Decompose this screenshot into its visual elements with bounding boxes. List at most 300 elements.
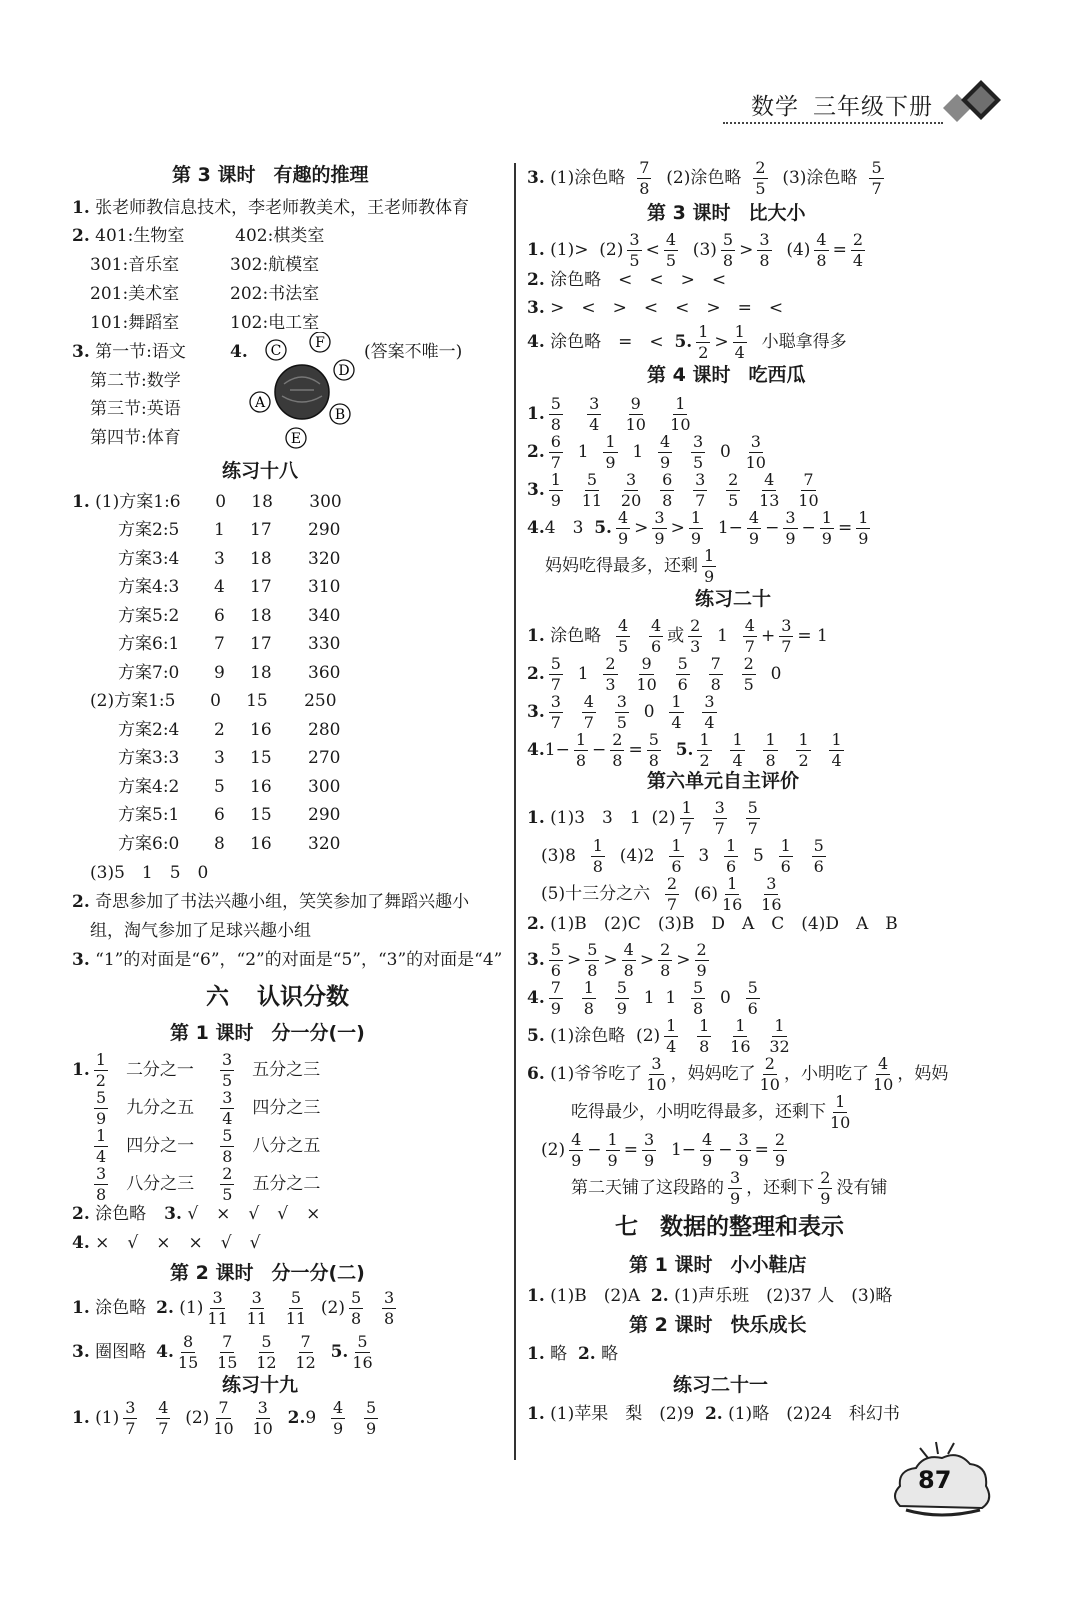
denominator: 9 xyxy=(96,1109,107,1128)
plan-cell: 18 xyxy=(250,606,272,626)
denominator: 8 xyxy=(96,1185,107,1204)
answer-text: 第四节:体育 xyxy=(90,428,181,448)
fraction xyxy=(252,1400,272,1437)
fraction-row: 6. (1)爷爷吃了 $\frac{3}{10}$ ，妈妈吃了 $\frac{2}{10}$ ，小明吃了 $\frac{4}{10}$ ，妈妈 xyxy=(527,1054,949,1094)
answer-line: (3)5 1 5 0 xyxy=(90,863,209,883)
fraction xyxy=(207,1290,227,1327)
plan-row xyxy=(118,801,340,829)
denominator: 10 xyxy=(636,675,657,694)
numerator: 3 xyxy=(212,1288,223,1307)
plan-cell: 16 xyxy=(250,777,272,797)
fraction-row: (5)十三分之六 $\frac{2}{7}$ (6) $\frac{1}{16}$ $\frac{3}{16}$ xyxy=(541,874,782,914)
answer-line: 组，淘气参加了足球兴趣小组 xyxy=(90,921,311,941)
plan-cell: 7 xyxy=(214,634,225,654)
denominator: 7 xyxy=(583,713,594,732)
denominator: 8 xyxy=(662,491,673,510)
denominator: 11 xyxy=(246,1309,267,1328)
plan-cell: 8 xyxy=(214,834,225,854)
header-subject: 数学 xyxy=(751,94,799,120)
answer-line: 4. × √ × × √ √ xyxy=(72,1229,278,1257)
denominator: 4 xyxy=(222,1109,233,1128)
seating-circle-diagram xyxy=(240,332,364,452)
plan-cell: 290 xyxy=(308,805,341,825)
answer-text: (1)B (2)A xyxy=(550,1286,641,1306)
unit7-title xyxy=(615,1208,844,1241)
denominator: 10 xyxy=(798,491,819,510)
numerator: 7 xyxy=(803,470,814,489)
numerator: 3 xyxy=(257,1398,268,1417)
seat-letter: B xyxy=(334,407,346,423)
plan-row xyxy=(118,830,340,858)
denominator: 15 xyxy=(217,1353,238,1372)
plan-cell: 1 xyxy=(214,520,225,540)
fraction xyxy=(670,396,690,433)
title-part: 吃西瓜 xyxy=(748,364,806,386)
denominator: 7 xyxy=(158,1419,169,1438)
numerator: 2 xyxy=(222,1164,233,1183)
answer-text: (1)> xyxy=(550,240,589,260)
plan-cell: 9 xyxy=(214,663,225,683)
fraction xyxy=(702,694,716,731)
plan-row: 1. (1)方案1:6 0 18 300 xyxy=(72,488,342,516)
numerator: 5 xyxy=(677,654,688,673)
fraction-row: 吃得最少，小明吃得最多，还剩下 $\frac{1}{10}$ xyxy=(571,1092,851,1132)
denominator: 5 xyxy=(728,491,739,510)
fraction xyxy=(295,1334,315,1371)
plan-cell: 方案1:6 xyxy=(119,492,181,512)
denominator: 3 xyxy=(605,675,616,694)
answer-line: 2. (1)B (2)C (3)B D A C (4)D A B xyxy=(527,914,898,934)
section-title-happy-growth xyxy=(629,1310,806,1337)
mark: √ xyxy=(127,1233,139,1253)
answer-text: 0 xyxy=(643,702,655,722)
fraction xyxy=(123,1400,137,1437)
plan-row xyxy=(118,573,340,601)
fraction xyxy=(247,1290,267,1327)
seat-letter: D xyxy=(338,363,350,379)
title-part: 有趣的推理 xyxy=(273,164,369,186)
title-part: 认识分数 xyxy=(257,984,349,1010)
answer-text: (1)3 3 1 xyxy=(550,808,641,828)
numerator: 3 xyxy=(383,1288,395,1307)
answer-text: (1)声乐班 (2)37 人 (3)略 xyxy=(674,1286,893,1306)
plan-cell: 方案2:4 xyxy=(118,720,180,740)
answer-text: 或 xyxy=(667,626,685,646)
fraction: $\frac{2}{4}$ xyxy=(852,230,864,270)
fraction xyxy=(178,1334,198,1371)
answer-line: 4. xyxy=(230,342,248,362)
section-title-lesson3 xyxy=(172,160,368,187)
denominator: 7 xyxy=(695,491,706,510)
answer-text: 圈图略 xyxy=(95,1342,147,1362)
title-part: 六 xyxy=(206,984,229,1010)
denominator: 10 xyxy=(670,415,691,434)
numerator: 7 xyxy=(218,1398,229,1417)
fraction xyxy=(759,472,779,509)
fraction-word: 八分之五 xyxy=(252,1136,321,1156)
numerator: 5 xyxy=(357,1332,368,1351)
fraction xyxy=(615,694,629,731)
plan-cell: 0 xyxy=(215,492,227,512)
answer-line xyxy=(90,424,181,452)
fraction xyxy=(660,472,674,509)
denominator: 5 xyxy=(743,675,754,694)
plan-cell: 300 xyxy=(308,777,341,797)
fraction: $\frac{4}{5}$ xyxy=(665,230,676,270)
answer-text: 没有铺 xyxy=(836,1178,888,1198)
fraction: $\frac{1}{2}$ xyxy=(698,322,709,362)
answer-text: 4 3 xyxy=(544,518,584,538)
denominator: 8 xyxy=(350,1309,362,1328)
answer-note: (答案不唯一) xyxy=(364,342,463,362)
answer-text: 涂色略 xyxy=(550,626,602,646)
fraction-row: 1. (1) $\frac{3}{7}$ $\frac{4}{7}$ (2) $\frac{7}{10}$ $\frac{3}{10}$ 2.9 $\frac{4}{9}$ $\frac{5}{9}$ xyxy=(72,1398,377,1438)
plan-cell: 360 xyxy=(308,663,341,683)
denominator: 9 xyxy=(366,1419,377,1438)
seat-letter: C xyxy=(270,343,282,359)
denominator: 8 xyxy=(710,675,721,694)
denominator: 13 xyxy=(759,491,780,510)
fraction-row: 1. $\frac{5}{8}$ $\frac{3}{4}$ $\frac{9}{10}$ $\frac{1}{10}$ xyxy=(527,394,691,434)
title-part: 比大小 xyxy=(748,202,806,224)
plan-row xyxy=(118,630,340,658)
answer-text: 402:棋类室 xyxy=(235,226,325,246)
denominator: 4 xyxy=(704,713,715,732)
answer-text: 涂色略 xyxy=(95,1298,147,1318)
fraction-word: 八分之三 xyxy=(126,1174,195,1194)
answer-text: (3)涂色略 xyxy=(782,168,858,188)
section-title-shoe-store xyxy=(629,1250,806,1277)
fraction xyxy=(676,656,690,693)
fraction-row: 1. (1)> (2) $\frac{3}{5}$ < $\frac{4}{5}$ (3) $\frac{5}{8}$ > $\frac{3}{8}$ (4) $\frac{4}{8}$ = $\frac{2}{4}$ xyxy=(527,230,864,270)
mark: × xyxy=(188,1233,203,1253)
plan-cell: 3 xyxy=(214,549,225,569)
fraction xyxy=(549,694,563,731)
plan-cell: 330 xyxy=(308,634,341,654)
fraction xyxy=(637,160,651,197)
numerator: 1 xyxy=(675,394,686,413)
plan-cell: 方案6:1 xyxy=(118,634,180,654)
answer-line: 1. 张老师教信息技术，李老师教美术，王老师教体育 xyxy=(72,198,470,218)
answer-text: 9 xyxy=(305,1408,317,1428)
fraction-row: 1. (1)3 3 1 (2) $\frac{1}{7}$ $\frac{3}{7}$ $\frac{5}{7}$ xyxy=(527,798,758,838)
fraction-row: 5. (1)涂色略 (2) $\frac{1}{4}$ $\frac{1}{8}$ $\frac{1}{16}$ $\frac{1}{32}$ xyxy=(527,1016,790,1056)
fraction-row: (2) $\frac{4}{9}$ − $\frac{1}{9}$ = $\frac{3}{9}$ 1− $\frac{4}{9}$ − $\frac{3}{9}$ = $\frac{2}{9}$ xyxy=(541,1130,786,1170)
plan-cell: 290 xyxy=(308,520,341,540)
fraction-word: 九分之五 xyxy=(126,1098,195,1118)
answer-text: (1)涂色略 xyxy=(550,1026,626,1046)
fraction xyxy=(94,1166,108,1203)
denominator: 5 xyxy=(616,713,627,732)
fraction-row: 3. 圈图略 4. $\frac{8}{15}$ $\frac{7}{15}$ $\frac{5}{12}$ $\frac{7}{12}$ 5. $\frac{5}{16}$ xyxy=(72,1332,373,1372)
plan-cell: 方案7:0 xyxy=(118,663,180,683)
fraction-row: 4.4 3 5. $\frac{4}{9}$ > $\frac{3}{9}$ > $\frac{1}{9}$ 1− $\frac{4}{9}$ − $\frac{3}{9}$ − $\frac{1}{9}$ = $\frac{1}{9}$ xyxy=(527,508,869,548)
fraction: $\frac{1}{4}$ xyxy=(734,322,745,362)
answer-line: 3. “1”的对面是“6”，“2”的对面是“5”，“3”的对面是“4” xyxy=(72,950,503,970)
plan-cell: 方案4:3 xyxy=(118,577,180,597)
title-part: 第 3 课时 xyxy=(647,202,731,224)
fraction xyxy=(220,1128,234,1165)
numerator: 3 xyxy=(125,1398,136,1417)
seat-letter: F xyxy=(315,335,325,351)
fraction-row: 2. $\frac{5}{7}$ 1 $\frac{2}{3}$ $\frac{9}{10}$ $\frac{5}{6}$ $\frac{7}{8}$ $\frac{2}{5}$ 0 xyxy=(527,654,782,694)
answer-line xyxy=(90,367,181,395)
fraction xyxy=(636,656,656,693)
numerator: 5 xyxy=(550,394,561,413)
unit6-title xyxy=(206,978,349,1011)
numerator: 6 xyxy=(662,470,673,489)
fraction xyxy=(709,656,723,693)
denominator: 8 xyxy=(383,1309,395,1328)
fraction-row: 妈妈吃得最多，还剩 $\frac{1}{9}$ xyxy=(545,546,715,586)
numerator: 7 xyxy=(300,1332,311,1351)
plan-cell: 18 xyxy=(251,492,273,512)
plan-cell: 方案4:2 xyxy=(118,777,180,797)
answer-line: 2. 涂色略 3. √ × √ √ × xyxy=(72,1200,338,1228)
part-label: (2) xyxy=(90,691,115,711)
plan-cell: 方案5:2 xyxy=(118,606,180,626)
denominator: 11 xyxy=(285,1309,307,1328)
answer-text: ，妈妈吃了 xyxy=(670,1064,756,1084)
plan-cell: 320 xyxy=(308,549,341,569)
numerator: 4 xyxy=(583,692,594,711)
plan-cell: 310 xyxy=(308,577,341,597)
numerator: 7 xyxy=(710,654,721,673)
fraction-word: 五分之三 xyxy=(252,1060,321,1080)
answer-text: 第一节:语文 xyxy=(95,342,186,362)
answer-text: 0 xyxy=(770,664,782,684)
fraction xyxy=(693,472,707,509)
fraction xyxy=(582,472,602,509)
fraction-row: 4.1− $\frac{1}{8}$ − $\frac{2}{8}$ = $\frac{5}{8}$ 5. $\frac{1}{2}$ $\frac{1}{4}$ $\frac{1}{8}$ $\frac{1}{2}$ $\frac{1}{4}$ xyxy=(527,730,842,770)
answer-text: 妈妈吃得最多，还剩 xyxy=(545,556,698,576)
denominator: 10 xyxy=(625,415,646,434)
numerator: 5 xyxy=(350,1288,362,1307)
fraction-row: 1. $\frac{1}{2}$ 二分之一 $\frac{3}{5}$ 五分之三 xyxy=(72,1050,321,1090)
answer-text: 涂色略 xyxy=(95,1204,147,1224)
fraction xyxy=(549,656,563,693)
plan-cell: 6 xyxy=(214,805,225,825)
numerator: 3 xyxy=(221,1050,233,1069)
fraction: $\frac{3}{5}$ xyxy=(629,230,640,270)
numerator: 1 xyxy=(550,470,561,489)
fraction xyxy=(220,1090,234,1127)
numerator: 9 xyxy=(641,654,652,673)
fraction-word: 五分之二 xyxy=(252,1174,321,1194)
denominator: 12 xyxy=(256,1353,277,1372)
plan-cell: 17 xyxy=(250,520,272,540)
plan-cell: 0 xyxy=(210,691,221,711)
fraction xyxy=(349,1290,363,1327)
plan-cell: 18 xyxy=(250,549,272,569)
answer-text: (3)8 xyxy=(541,846,576,866)
answer-text: 略 xyxy=(601,1344,619,1364)
title-part: 数据的整理和表示 xyxy=(660,1214,844,1240)
denominator: 10 xyxy=(213,1419,234,1438)
numerator: 8 xyxy=(182,1332,194,1351)
denominator: 9 xyxy=(550,491,561,510)
plan-cell: 300 xyxy=(309,492,342,512)
denominator: 4 xyxy=(671,713,682,732)
plan-row xyxy=(118,545,340,573)
numerator: 7 xyxy=(639,158,650,177)
numerator: 5 xyxy=(261,1332,272,1351)
fraction-word: 四分之三 xyxy=(252,1098,321,1118)
section-title-lesson2 xyxy=(170,1258,365,1285)
answer-text: 涂色略 < < > < xyxy=(550,270,727,290)
title-part: 小小鞋店 xyxy=(730,1254,807,1276)
fraction xyxy=(156,1400,170,1437)
denominator: 4 xyxy=(96,1147,107,1166)
title-part: 分一分(一) xyxy=(271,1022,365,1044)
fraction xyxy=(94,1128,108,1165)
numerator: 2 xyxy=(728,470,739,489)
numerator: 2 xyxy=(755,158,766,177)
numerator: 3 xyxy=(695,470,706,489)
answer-line xyxy=(90,251,319,279)
title-part: 分一分(二) xyxy=(271,1262,365,1284)
header-dotted-rule xyxy=(723,122,943,124)
section-title-compare xyxy=(647,198,805,225)
section-title-unit6-eval: 第六单元自主评价 xyxy=(647,770,800,792)
title-part: 七 xyxy=(615,1214,638,1240)
numerator: 5 xyxy=(550,654,561,673)
fraction-word: 四分之一 xyxy=(126,1136,195,1156)
fraction xyxy=(753,160,767,197)
plan-cell: 方案1:5 xyxy=(114,691,176,711)
answer-text: 301:音乐室 xyxy=(90,255,180,275)
fraction xyxy=(286,1290,306,1327)
plan-row xyxy=(118,744,340,772)
seat-letter: E xyxy=(290,431,302,447)
fraction xyxy=(582,694,596,731)
denominator: 10 xyxy=(252,1419,273,1438)
fraction xyxy=(94,1052,108,1089)
answer-text: (1)涂色略 xyxy=(550,168,626,188)
plan-cell: 270 xyxy=(308,748,341,768)
denominator: 20 xyxy=(620,491,642,510)
denominator: 5 xyxy=(755,179,766,198)
answer-text: 201:美术室 xyxy=(90,284,180,304)
numerator: 3 xyxy=(251,1288,262,1307)
fraction xyxy=(352,1334,372,1371)
title-part: 第 1 课时 xyxy=(170,1022,254,1044)
denominator: 16 xyxy=(352,1353,373,1372)
denominator: 7 xyxy=(550,713,561,732)
fraction xyxy=(603,656,617,693)
header-text xyxy=(737,88,933,121)
fraction xyxy=(220,1166,234,1203)
answer-line: 2. 401:生物室 402:棋类室 xyxy=(72,222,324,250)
mark: × xyxy=(156,1233,171,1253)
answer-text: 202:书法室 xyxy=(230,284,320,304)
answer-line xyxy=(90,280,319,308)
fraction xyxy=(869,160,883,197)
numerator: 5 xyxy=(871,158,882,177)
answer-line xyxy=(90,395,181,423)
denominator: 7 xyxy=(125,1419,136,1438)
answer-text: 吃得最少，小明吃得最多，还剩下 xyxy=(571,1102,826,1122)
fraction xyxy=(331,1400,345,1437)
denominator: 9 xyxy=(333,1419,344,1438)
fraction-row: 3. $\frac{1}{9}$ $\frac{5}{11}$ $\frac{3}{20}$ $\frac{6}{8}$ $\frac{3}{7}$ $\frac{2}{5}$ $\frac{4}{13}$ $\frac{7}{10}$ xyxy=(527,470,819,510)
answer-text: (1)略 (2)24 科幻书 xyxy=(728,1404,900,1424)
fraction xyxy=(217,1334,237,1371)
fraction-row: 1. 涂色略 $\frac{4}{5}$ $\frac{4}{6}$ 或 $\frac{2}{3}$ 1 $\frac{4}{7}$ + $\frac{3}{7}$ = 1 xyxy=(527,616,828,656)
page-header xyxy=(703,78,1003,138)
fraction-row: (3)8 $\frac{1}{8}$ (4)2 $\frac{1}{6}$ 3 $\frac{1}{6}$ 5 $\frac{1}{6}$ $\frac{5}{6}$ xyxy=(541,836,824,876)
answer-text: 302:航模室 xyxy=(230,255,320,275)
mark: √ xyxy=(277,1204,289,1224)
plan-cell: 15 xyxy=(250,805,272,825)
answer-line: 1. 略 2. 略 xyxy=(527,1344,619,1364)
fraction xyxy=(549,472,563,509)
answer-text: ，还剩下 xyxy=(746,1178,815,1198)
numerator: 3 xyxy=(626,470,637,489)
mark: √ xyxy=(249,1233,261,1253)
denominator: 7 xyxy=(550,675,561,694)
plan-cell: 方案5:1 xyxy=(118,805,180,825)
diamond-decoration-icon xyxy=(937,78,1003,124)
part-label: (1) xyxy=(95,492,120,512)
numerator: 3 xyxy=(96,1164,107,1183)
page-number-badge xyxy=(886,1440,996,1518)
column-divider xyxy=(514,163,516,1460)
denominator: 12 xyxy=(295,1353,316,1372)
answer-text: 401:生物室 xyxy=(95,226,185,246)
title-part: 第 1 课时 xyxy=(629,1254,713,1276)
fraction xyxy=(798,472,818,509)
numerator: 5 xyxy=(290,1288,301,1307)
fraction xyxy=(587,396,601,433)
answer-line: 2. 涂色略 < < > < xyxy=(527,270,727,290)
fraction xyxy=(364,1400,378,1437)
fraction-row: 3. $\frac{3}{7}$ $\frac{4}{7}$ $\frac{3}{5}$ 0 $\frac{1}{4}$ $\frac{3}{4}$ xyxy=(527,692,715,732)
fraction xyxy=(626,396,646,433)
mark: × xyxy=(306,1204,321,1224)
plan-row xyxy=(118,602,340,630)
answer-text: 第二节:数学 xyxy=(90,371,181,391)
plan-cell: 方案3:3 xyxy=(118,748,180,768)
answer-line: 3. 第一节:语文 xyxy=(72,342,186,362)
numerator: 1 xyxy=(95,1050,106,1069)
answer-text: (1)爷爷吃了 xyxy=(550,1064,643,1084)
fraction xyxy=(742,656,756,693)
answer-text: 奇思参加了书法兴趣小组，笑笑参加了舞蹈兴趣小 xyxy=(95,892,470,912)
plan-cell: 250 xyxy=(304,691,337,711)
mark: × xyxy=(95,1233,110,1253)
plan-cell: 5 xyxy=(214,777,225,797)
denominator: 8 xyxy=(550,415,561,434)
plan-row xyxy=(90,687,337,715)
answer-text: (1)苹果 梨 (2)9 xyxy=(550,1404,695,1424)
fraction xyxy=(726,472,740,509)
plan-cell: 18 xyxy=(250,663,272,683)
answer-text: 涂色略 = < xyxy=(550,332,664,352)
denominator: 15 xyxy=(177,1353,199,1372)
denominator: 11 xyxy=(581,491,603,510)
answer-line: 2. 奇思参加了书法兴趣小组，笑笑参加了舞蹈兴趣小 xyxy=(72,892,470,912)
section-title-ex18: 练习十八 xyxy=(222,460,299,482)
numerator: 3 xyxy=(222,1088,233,1107)
seat-letter: A xyxy=(254,395,266,411)
answer-text: 第二天铺了这段路的 xyxy=(571,1178,724,1198)
fraction-row: 3. (1)涂色略 $\frac{7}{8}$ (2)涂色略 $\frac{2}{5}$ (3)涂色略 $\frac{5}{7}$ xyxy=(527,158,882,198)
fraction-row xyxy=(90,1090,320,1127)
numerator: 2 xyxy=(605,654,616,673)
mark: √ xyxy=(220,1233,232,1253)
answer-text: > < > < < > = < xyxy=(550,298,784,318)
